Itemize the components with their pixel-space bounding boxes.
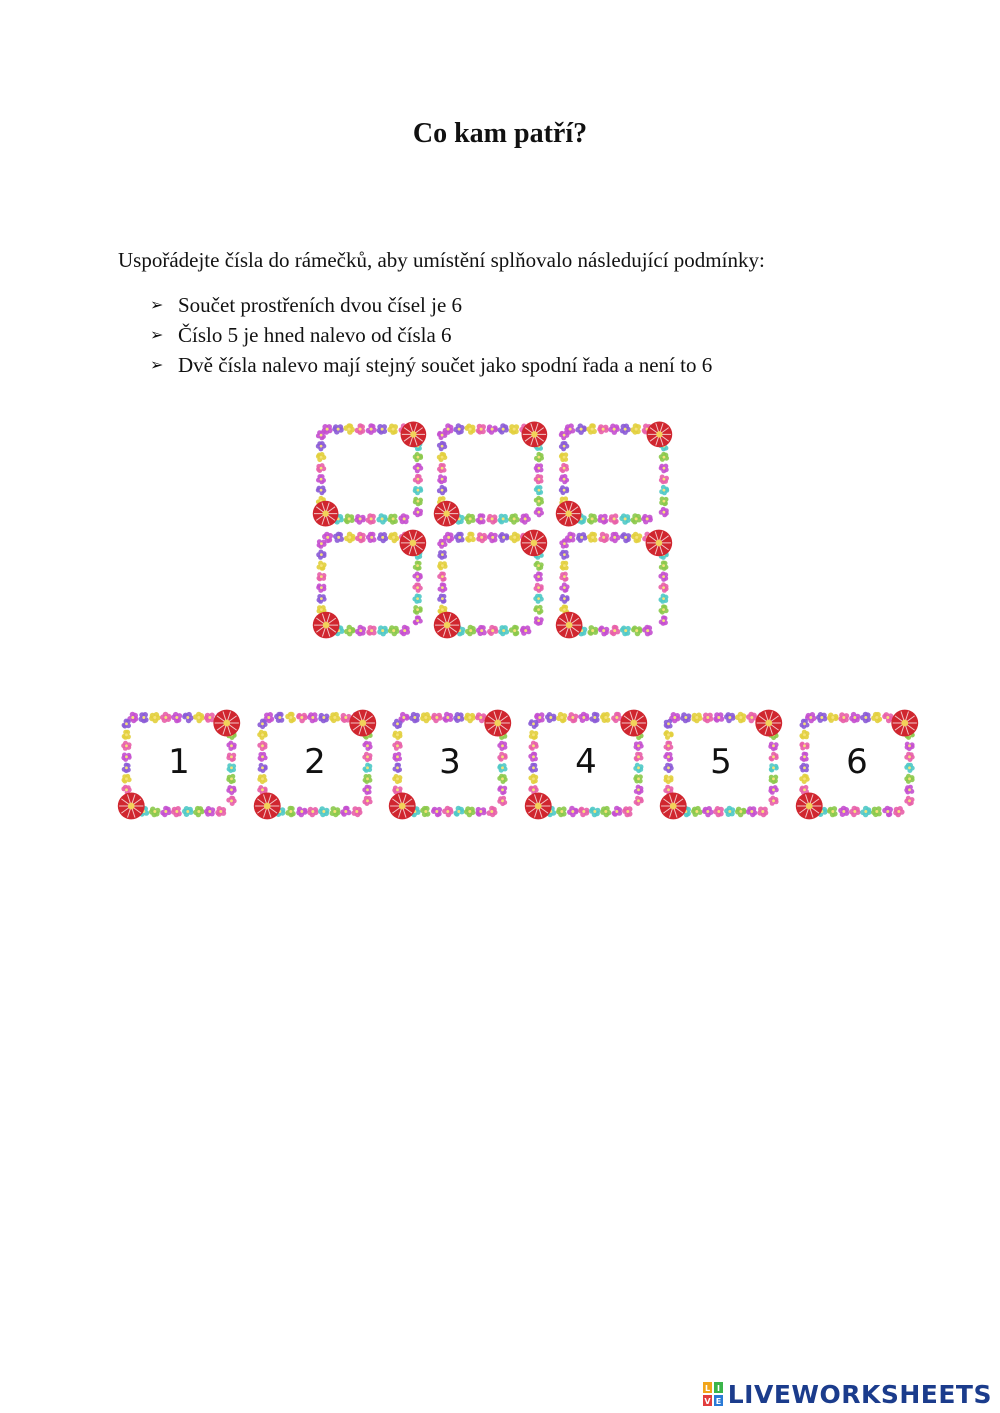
flower-icon [508, 513, 520, 524]
flower-icon [659, 452, 669, 462]
tile-number: 6 [846, 741, 868, 782]
floral-border [555, 528, 673, 640]
number-tile-6[interactable] [795, 708, 919, 821]
flower-icon [437, 594, 446, 604]
flower-icon [437, 431, 447, 440]
flower-icon [316, 550, 326, 560]
flower-icon [437, 539, 447, 549]
red-flower-icon [434, 501, 460, 527]
red-flower-icon [313, 612, 340, 639]
flower-icon [641, 514, 653, 525]
flower-icon [509, 625, 519, 637]
flower-icon [437, 474, 447, 484]
flower-icon [598, 532, 609, 543]
red-flower-icon [313, 501, 339, 527]
flower-icon [454, 532, 465, 543]
flower-icon [520, 625, 532, 635]
flower-icon [366, 513, 376, 524]
flower-icon [316, 430, 326, 440]
flower-icon [559, 538, 569, 548]
drop-target-top-left[interactable] [312, 420, 427, 528]
tile-number: 4 [575, 741, 597, 782]
flower-icon [376, 513, 388, 524]
drop-target-bottom-middle[interactable] [433, 528, 548, 640]
flower-icon [387, 514, 398, 525]
flower-icon [509, 424, 519, 435]
flower-icon [437, 485, 447, 495]
flower-icon [377, 625, 388, 636]
tile-number: 1 [168, 741, 190, 782]
condition-text: Číslo 5 je hned nalevo od čísla 6 [178, 323, 452, 347]
floral-border [312, 528, 427, 640]
flower-icon [413, 486, 424, 495]
flower-icon [659, 507, 669, 517]
flower-icon [534, 583, 544, 593]
flower-icon [559, 474, 569, 484]
tile-number: 2 [304, 741, 326, 782]
tile-number: 5 [710, 741, 732, 782]
flower-icon [659, 497, 668, 507]
flower-icon [534, 474, 544, 484]
flower-icon [413, 605, 423, 615]
flower-icon [586, 423, 597, 434]
flower-icon [437, 452, 448, 462]
flower-icon [498, 625, 509, 636]
red-flower-icon [556, 501, 582, 527]
logo-letter: L [704, 1384, 710, 1393]
drop-target-top-middle[interactable] [433, 420, 548, 528]
flower-icon [620, 626, 631, 637]
flower-icon [597, 424, 609, 434]
flower-icon [332, 424, 344, 434]
flower-icon [377, 532, 388, 543]
flower-icon [659, 615, 668, 626]
flower-icon [598, 626, 609, 637]
flower-icon [317, 594, 327, 604]
arrow-bullet-icon: ➢ [150, 355, 164, 374]
condition-text: Součet prostřeních dvou čísel je 6 [178, 293, 463, 317]
flower-icon [587, 513, 598, 524]
flower-icon [498, 532, 510, 543]
logo-letter: I [716, 1384, 720, 1393]
flower-icon [559, 485, 569, 495]
flower-icon [343, 423, 355, 435]
flower-icon [533, 571, 542, 581]
condition-item [150, 290, 712, 320]
flower-icon [413, 561, 422, 571]
logo-letter: V [704, 1397, 711, 1406]
red-flower-icon [521, 530, 548, 557]
flower-icon [609, 532, 620, 544]
flower-icon [317, 561, 327, 571]
flower-icon [630, 423, 641, 434]
flower-icon [437, 441, 447, 451]
flower-icon [438, 582, 448, 593]
number-tile-2[interactable] [253, 708, 377, 821]
flower-icon [344, 532, 355, 544]
flower-icon [476, 424, 486, 435]
flower-icon [437, 550, 447, 560]
flower-icon [465, 532, 476, 543]
flower-icon [412, 594, 421, 604]
flower-icon [598, 514, 609, 525]
flower-icon [316, 452, 326, 462]
flower-icon [465, 424, 476, 435]
flower-icon [658, 572, 668, 582]
condition-text: Dvě čísla nalevo mají stejný součet jako spodní řada a není to 6 [178, 353, 713, 377]
flower-icon [355, 532, 366, 544]
red-flower-icon [646, 530, 673, 557]
flower-icon [316, 441, 327, 451]
flower-icon [366, 532, 377, 543]
flower-icon [487, 532, 498, 543]
flower-icon [412, 572, 422, 582]
flower-icon [316, 583, 326, 593]
flower-icon [534, 496, 544, 507]
flower-icon [609, 625, 620, 636]
flower-icon [487, 625, 499, 636]
flower-icon [533, 605, 543, 615]
arrow-bullet-icon: ➢ [150, 325, 164, 344]
flower-icon [587, 625, 598, 636]
flower-icon [658, 582, 668, 592]
drop-target-bottom-left[interactable] [312, 528, 427, 640]
flower-icon [377, 424, 387, 435]
flower-icon [413, 497, 423, 507]
flower-icon [498, 514, 509, 525]
flower-icon [388, 532, 399, 543]
flower-icon [476, 625, 487, 636]
flower-icon [387, 424, 398, 435]
red-flower-icon [400, 530, 427, 557]
flower-icon [413, 463, 424, 473]
flower-icon [317, 572, 327, 581]
flower-icon [498, 423, 509, 434]
flower-icon [465, 625, 476, 637]
worksheet-title: Co kam patří? [412, 118, 588, 149]
flower-icon [608, 424, 620, 435]
flower-icon [659, 561, 669, 571]
flower-icon [317, 539, 327, 549]
flower-icon [388, 625, 400, 636]
condition-item [150, 350, 712, 380]
floral-border [555, 420, 673, 528]
flower-icon [534, 616, 544, 626]
flower-icon [559, 550, 569, 560]
flower-icon [437, 572, 446, 582]
number-tile-5[interactable] [659, 708, 783, 821]
flower-icon [559, 452, 568, 462]
flower-icon [659, 594, 669, 604]
flower-icon [509, 532, 520, 544]
flower-icon [659, 485, 669, 495]
floral-border [433, 528, 548, 640]
flower-icon [534, 507, 544, 517]
flower-icon [534, 463, 544, 472]
flower-icon [559, 441, 569, 451]
flower-icon [608, 513, 618, 524]
flower-icon [659, 475, 669, 485]
flower-icon [559, 463, 569, 473]
floral-border [312, 420, 427, 528]
flower-icon [659, 604, 669, 614]
flower-icon [534, 485, 543, 495]
flower-icon [413, 452, 423, 462]
red-flower-icon [434, 612, 461, 639]
flower-icon [399, 625, 410, 637]
brand-name: LIVEWORKSHEETS [727, 1379, 992, 1409]
flower-icon [486, 514, 497, 525]
flower-icon [413, 615, 423, 625]
red-flower-icon [522, 422, 548, 448]
flower-icon [355, 423, 366, 435]
red-flower-icon [647, 422, 673, 448]
flower-icon [476, 513, 486, 524]
floral-border [433, 420, 548, 528]
flower-icon [631, 513, 642, 524]
number-tile-3[interactable] [388, 708, 512, 821]
flower-icon [366, 625, 376, 636]
flower-icon [464, 513, 475, 524]
drop-target-top-right[interactable] [555, 420, 673, 528]
flower-icon [486, 424, 498, 434]
flower-icon [453, 423, 464, 435]
flower-icon [344, 625, 356, 637]
condition-item [150, 320, 712, 350]
flower-icon [476, 532, 487, 543]
flower-icon [659, 464, 669, 474]
flower-icon [631, 532, 642, 543]
tile-number: 3 [439, 741, 461, 782]
flower-icon [559, 582, 569, 593]
flower-icon [533, 594, 544, 604]
flower-icon [619, 513, 630, 524]
flower-icon [559, 572, 568, 582]
logo-letter: E [715, 1397, 721, 1406]
flower-icon [642, 625, 653, 637]
flower-icon [398, 513, 409, 524]
arrow-bullet-icon: ➢ [150, 295, 164, 314]
flower-icon [316, 486, 327, 496]
flower-icon [560, 561, 569, 571]
red-flower-icon [401, 422, 427, 448]
conditions-list [150, 290, 712, 380]
instructions-text: Uspořádejte čísla do rámečků, aby umístění splňovalo následující podmínky: [118, 248, 765, 272]
flower-icon [520, 513, 531, 524]
flower-icon [534, 561, 544, 571]
liveworksheets-brand [702, 1379, 992, 1409]
flower-icon [437, 463, 447, 473]
flower-icon [620, 424, 631, 435]
flower-icon [559, 594, 569, 604]
flower-icon [534, 452, 544, 463]
flower-icon [413, 507, 423, 517]
red-flower-icon [556, 612, 583, 639]
flower-icon [366, 423, 377, 435]
flower-icon [559, 431, 570, 441]
number-tile-1[interactable] [117, 708, 241, 821]
flower-icon [587, 532, 598, 543]
flower-icon [620, 532, 631, 543]
number-tile-4[interactable] [524, 708, 648, 821]
flower-icon [576, 532, 588, 543]
flower-icon [344, 514, 355, 525]
flower-icon [437, 561, 447, 570]
flower-icon [575, 423, 587, 435]
flower-icon [631, 626, 643, 637]
drop-target-bottom-right[interactable] [555, 528, 673, 640]
flower-icon [316, 474, 326, 484]
flower-icon [413, 474, 423, 485]
flower-icon [333, 532, 344, 543]
liveworksheets-logo-icon [702, 1381, 724, 1407]
flower-icon [412, 583, 422, 593]
flower-icon [354, 514, 366, 525]
flower-icon [316, 463, 326, 473]
flower-icon [355, 625, 366, 637]
